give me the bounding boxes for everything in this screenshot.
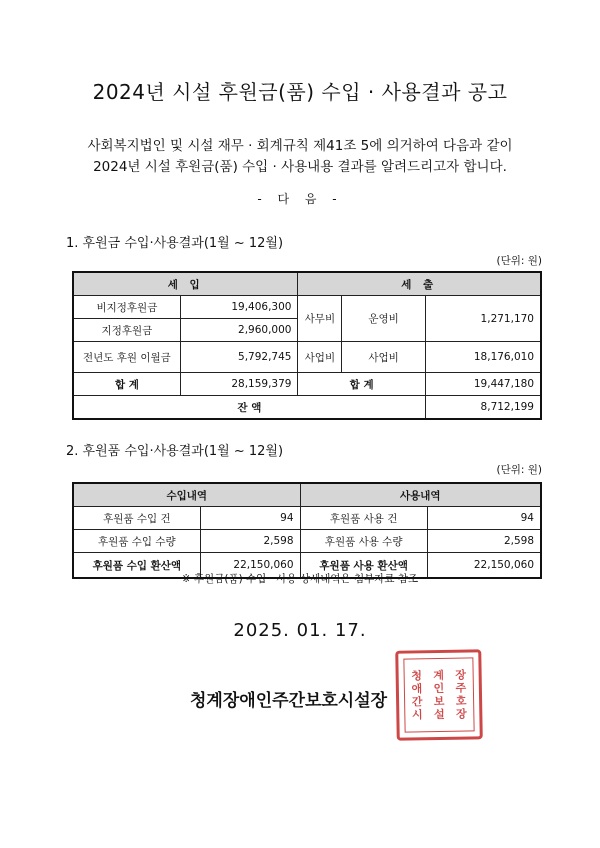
seal-char: 시	[411, 708, 423, 722]
goods-in-amount-label: 후원품 수입 환산액	[73, 553, 200, 579]
section2-unit: (단위: 원)	[496, 464, 542, 476]
carryover-label: 전년도 후원 이월금	[73, 342, 180, 373]
reference-note: ※ 후원금(품) 수입 · 사용 상세내역은 첨부자료 참조	[181, 573, 419, 585]
business-sub-label: 사업비	[342, 342, 426, 373]
seal-char: 보	[433, 694, 445, 709]
seal-char: 인	[433, 681, 445, 696]
seal-char: 장	[455, 707, 467, 721]
goods-out-amount-label: 후원품 사용 환산액	[300, 553, 427, 579]
organization-name: 청계장애인주간보호시설장	[190, 691, 388, 711]
goods-in-count-value: 94	[200, 507, 300, 530]
operation-value: 1,271,170	[425, 296, 541, 342]
goods-in-amount-value: 22,150,060	[200, 553, 300, 579]
goods-income-header: 수입내역	[73, 483, 300, 507]
goods-usage-header: 사용내역	[300, 483, 541, 507]
seal-characters	[403, 657, 474, 732]
income-header: 세 입	[73, 272, 298, 296]
goods-in-count-label: 후원품 수입 건	[73, 507, 200, 530]
donation-goods-table	[72, 482, 542, 579]
document-title: 2024년 시설 후원금(품) 수입 · 사용결과 공고	[92, 80, 508, 104]
seal-char: 설	[433, 707, 445, 722]
seal-char: 주	[455, 681, 467, 695]
income-total-value: 28,159,379	[180, 373, 298, 396]
carryover-value: 5,792,745	[180, 342, 298, 373]
seal-char: 장	[455, 668, 467, 682]
balance-label: 잔 액	[73, 396, 425, 420]
seal-char: 청	[411, 669, 423, 683]
official-seal-stamp	[395, 649, 483, 740]
seal-char: 간	[411, 695, 423, 709]
issue-date: 2025. 01. 17.	[233, 620, 367, 641]
seal-char: 애	[411, 682, 423, 696]
expense-header: 세 출	[298, 272, 541, 296]
office-label: 사무비	[298, 296, 342, 342]
nondesignated-value: 19,406,300	[180, 296, 298, 319]
seal-char: 호	[455, 694, 467, 708]
goods-out-count-value: 94	[427, 507, 541, 530]
seal-char: 계	[433, 668, 445, 683]
goods-in-qty-value: 2,598	[200, 530, 300, 553]
dagum-heading: - 다 음 -	[257, 192, 343, 206]
expense-total-value: 19,447,180	[425, 373, 541, 396]
goods-out-count-label: 후원품 사용 건	[300, 507, 427, 530]
goods-out-amount-value: 22,150,060	[427, 553, 541, 579]
business-label: 사업비	[298, 342, 342, 373]
intro-line-2: 2024년 시설 후원금(품) 수입 · 사용내용 결과를 알려드리고자 합니다.	[93, 159, 507, 175]
goods-out-qty-value: 2,598	[427, 530, 541, 553]
goods-in-qty-label: 후원품 수입 수량	[73, 530, 200, 553]
designated-value: 2,960,000	[180, 319, 298, 342]
donation-money-table	[72, 271, 542, 420]
section2-heading: 2. 후원품 수입·사용결과(1월 ~ 12월)	[66, 444, 284, 459]
operation-label: 운영비	[342, 296, 426, 342]
income-total-label: 합 계	[73, 373, 180, 396]
goods-out-qty-label: 후원품 사용 수량	[300, 530, 427, 553]
balance-value: 8,712,199	[425, 396, 541, 420]
business-value: 18,176,010	[425, 342, 541, 373]
section1-heading: 1. 후원금 수입·사용결과(1월 ~ 12월)	[66, 236, 284, 251]
section1-unit: (단위: 원)	[496, 255, 542, 267]
expense-total-label: 합 계	[298, 373, 425, 396]
designated-label: 지정후원금	[73, 319, 180, 342]
intro-line-1: 사회복지법인 및 시설 재무 · 회계규칙 제41조 5에 의거하여 다음과 같이	[87, 138, 513, 154]
nondesignated-label: 비지정후원금	[73, 296, 180, 319]
